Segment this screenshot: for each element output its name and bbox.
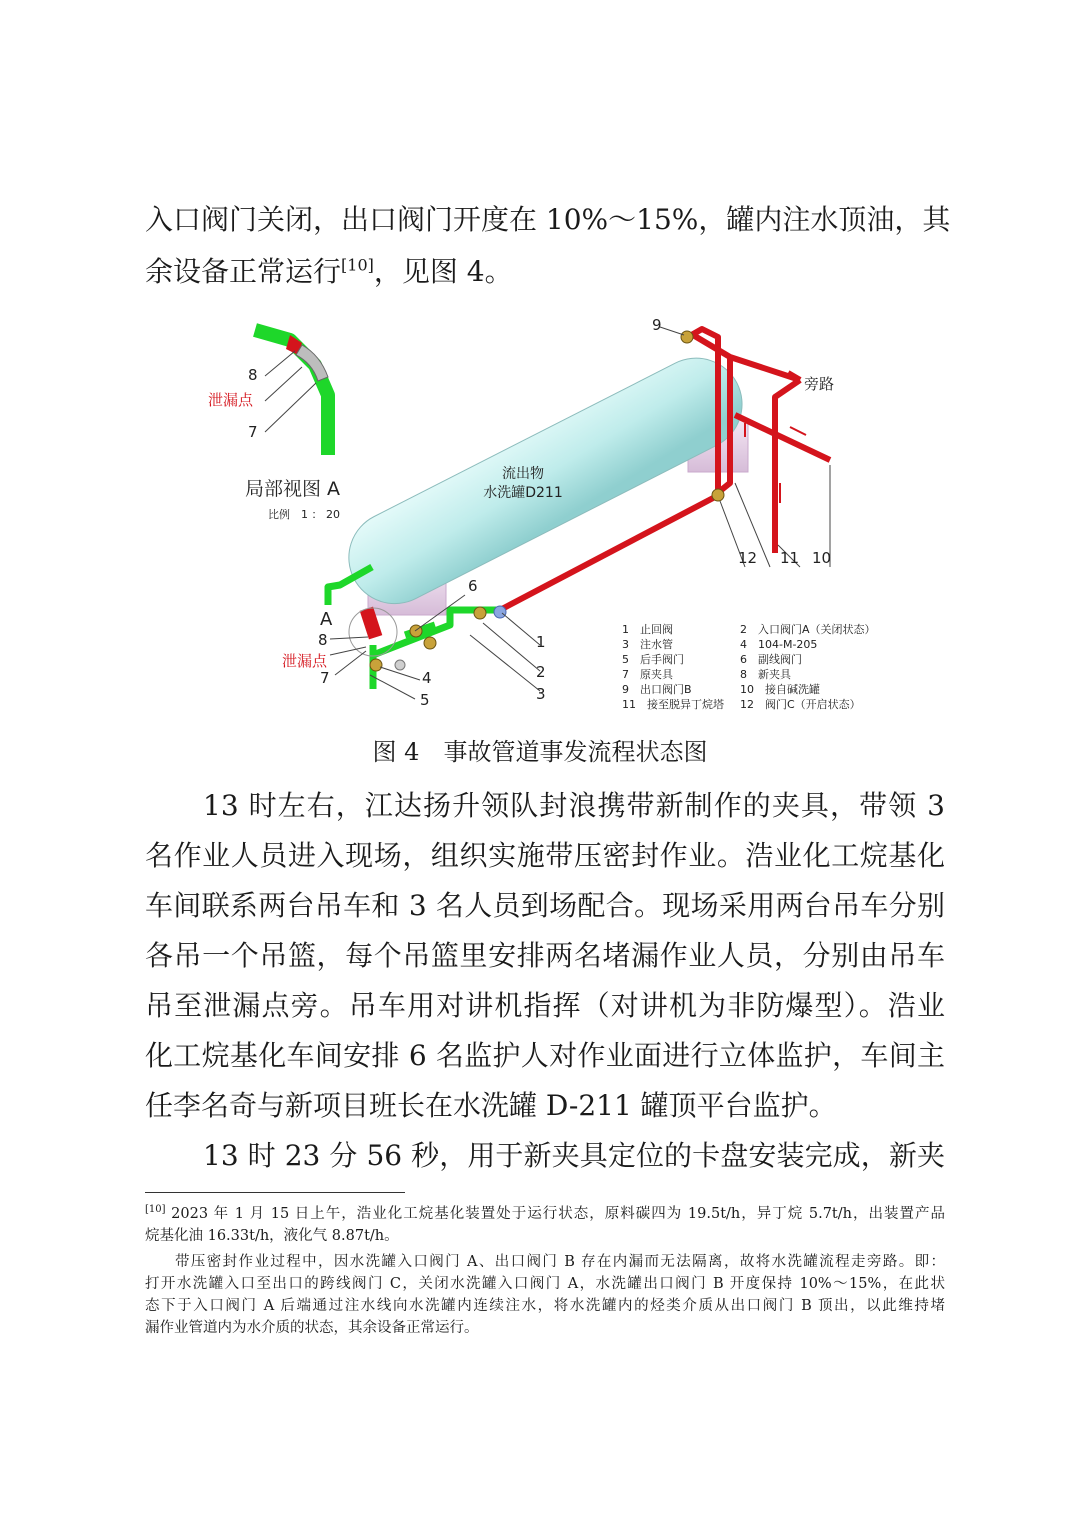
footnote-line xyxy=(145,1204,945,1225)
legend-item: 5 后手阀门 xyxy=(622,653,684,666)
callout-number: 3 xyxy=(536,685,546,703)
inset-scale: 比例 1 ： 20 xyxy=(268,508,340,521)
detail-view-a xyxy=(208,330,340,521)
callout-number: 12 xyxy=(738,549,758,567)
figure-caption: 图 4 事故管道事发流程状态图 xyxy=(372,738,708,766)
leak-point-label: 泄漏点 xyxy=(282,652,328,670)
callout-number: 2 xyxy=(536,663,546,681)
legend-item: 7 原夹具 xyxy=(622,668,673,681)
pipeline-diagram xyxy=(190,305,905,725)
footnote-divider xyxy=(145,1192,405,1193)
callout-number: 9 xyxy=(652,316,662,334)
body-text: 余设备正常运行 xyxy=(145,255,342,288)
detail-marker-label: A xyxy=(320,609,333,630)
legend-item: 4 104-M-205 xyxy=(740,638,818,651)
callout-number: 8 xyxy=(318,631,328,649)
callout-number: 5 xyxy=(420,691,430,709)
legend-item: 12 阀门C（开启状态） xyxy=(740,698,861,711)
check-valve xyxy=(494,606,506,618)
body-text-line: 化工烷基化车间安排 6 名监护人对作业面进行立体监护，车间主 xyxy=(145,1039,945,1072)
tank-label: 流出物 xyxy=(502,466,544,482)
footnote-line: 态下于入口阀门 A 后端通过注水线向水洗罐内连续注水，将水洗罐内的烃类介质从出口阀门 B 顶出，以此维持堵 xyxy=(145,1298,945,1314)
footnote-text: 2023 年 1 月 15 日上午，浩业化工烷基化装置处于运行状态，原料碳四为 19.5t/h，异丁烷 5.7t/h，出装置产品 xyxy=(165,1206,945,1222)
flow-arrow xyxy=(790,427,806,435)
body-text-line: 13 时 23 分 56 秒，用于新夹具定位的卡盘安装完成，新夹 xyxy=(203,1139,945,1172)
legend-item: 11 接至脱异丁烷塔 xyxy=(622,698,724,711)
callout-number: 8 xyxy=(248,366,258,384)
callout-number: 1 xyxy=(536,633,546,651)
legend-item: 3 注水管 xyxy=(622,638,673,651)
footnote-reference[interactable]: [10] xyxy=(341,255,374,275)
inset-title: 局部视图 A xyxy=(245,478,341,500)
body-text-line xyxy=(145,252,945,292)
figure-legend xyxy=(622,622,876,711)
callout-number: 4 xyxy=(422,669,432,687)
legend-item: 8 新夹具 xyxy=(740,668,791,681)
body-text-line: 各吊一个吊篮，每个吊篮里安排两名堵漏作业人员，分别由吊车 xyxy=(145,939,945,972)
legend-item: 6 副线阀门 xyxy=(740,653,802,666)
body-text-line: 车间联系两台吊车和 3 名人员到场配合。现场采用两台吊车分别 xyxy=(145,889,945,922)
legend-item: 2 入口阀门A（关闭状态） xyxy=(740,623,876,636)
water-wash-tank xyxy=(333,342,758,619)
footnote-line: 带压密封作业过程中，因水洗罐入口阀门 A、出口阀门 B 存在内漏而无法隔离，故将水洗罐流程走旁路。即： xyxy=(175,1254,945,1270)
legend-item: 9 出口阀门B xyxy=(622,683,692,696)
callout-number: 7 xyxy=(320,669,330,687)
footnote-mark: [10] xyxy=(145,1204,166,1216)
body-text-line: 13 时左右，江达扬升领队封浪携带新制作的夹具，带领 3 xyxy=(203,789,945,822)
callout-number: 7 xyxy=(248,423,258,441)
legend-item: 10 接自碱洗罐 xyxy=(740,683,820,696)
body-text-line: 吊至泄漏点旁。吊车用对讲机指挥（对讲机为非防爆型）。浩业 xyxy=(145,989,945,1022)
body-text-line: 任李名奇与新项目班长在水洗罐 D-211 罐顶平台监护。 xyxy=(145,1089,837,1122)
footnote-line: 烷基化油 16.33t/h，液化气 8.87t/h。 xyxy=(145,1228,399,1244)
callout-number: 10 xyxy=(812,549,832,567)
tank-label: 水洗罐D211 xyxy=(483,485,563,501)
body-text-line: 名作业人员进入现场，组织实施带压密封作业。浩业化工烷基化 xyxy=(145,839,945,872)
callout-number: 11 xyxy=(780,549,800,567)
legend-item: 1 止回阀 xyxy=(622,623,673,636)
leak-point-label: 泄漏点 xyxy=(208,391,254,409)
body-text-line: 入口阀门关闭，出口阀门开度在 10%～15%，罐内注水顶油，其 xyxy=(145,203,951,236)
callout-number: 6 xyxy=(468,577,478,595)
bypass-label: 旁路 xyxy=(804,375,835,393)
footnote-line: 打开水洗罐入口至出口的跨线阀门 C，关闭水洗罐入口阀门 A，水洗罐出口阀门 B 开度保持 10%～15%，在此状 xyxy=(145,1276,945,1292)
footnote-line: 漏作业管道内为水介质的状态，其余设备正常运行。 xyxy=(145,1320,479,1336)
body-text: ，见图 4。 xyxy=(373,255,513,288)
